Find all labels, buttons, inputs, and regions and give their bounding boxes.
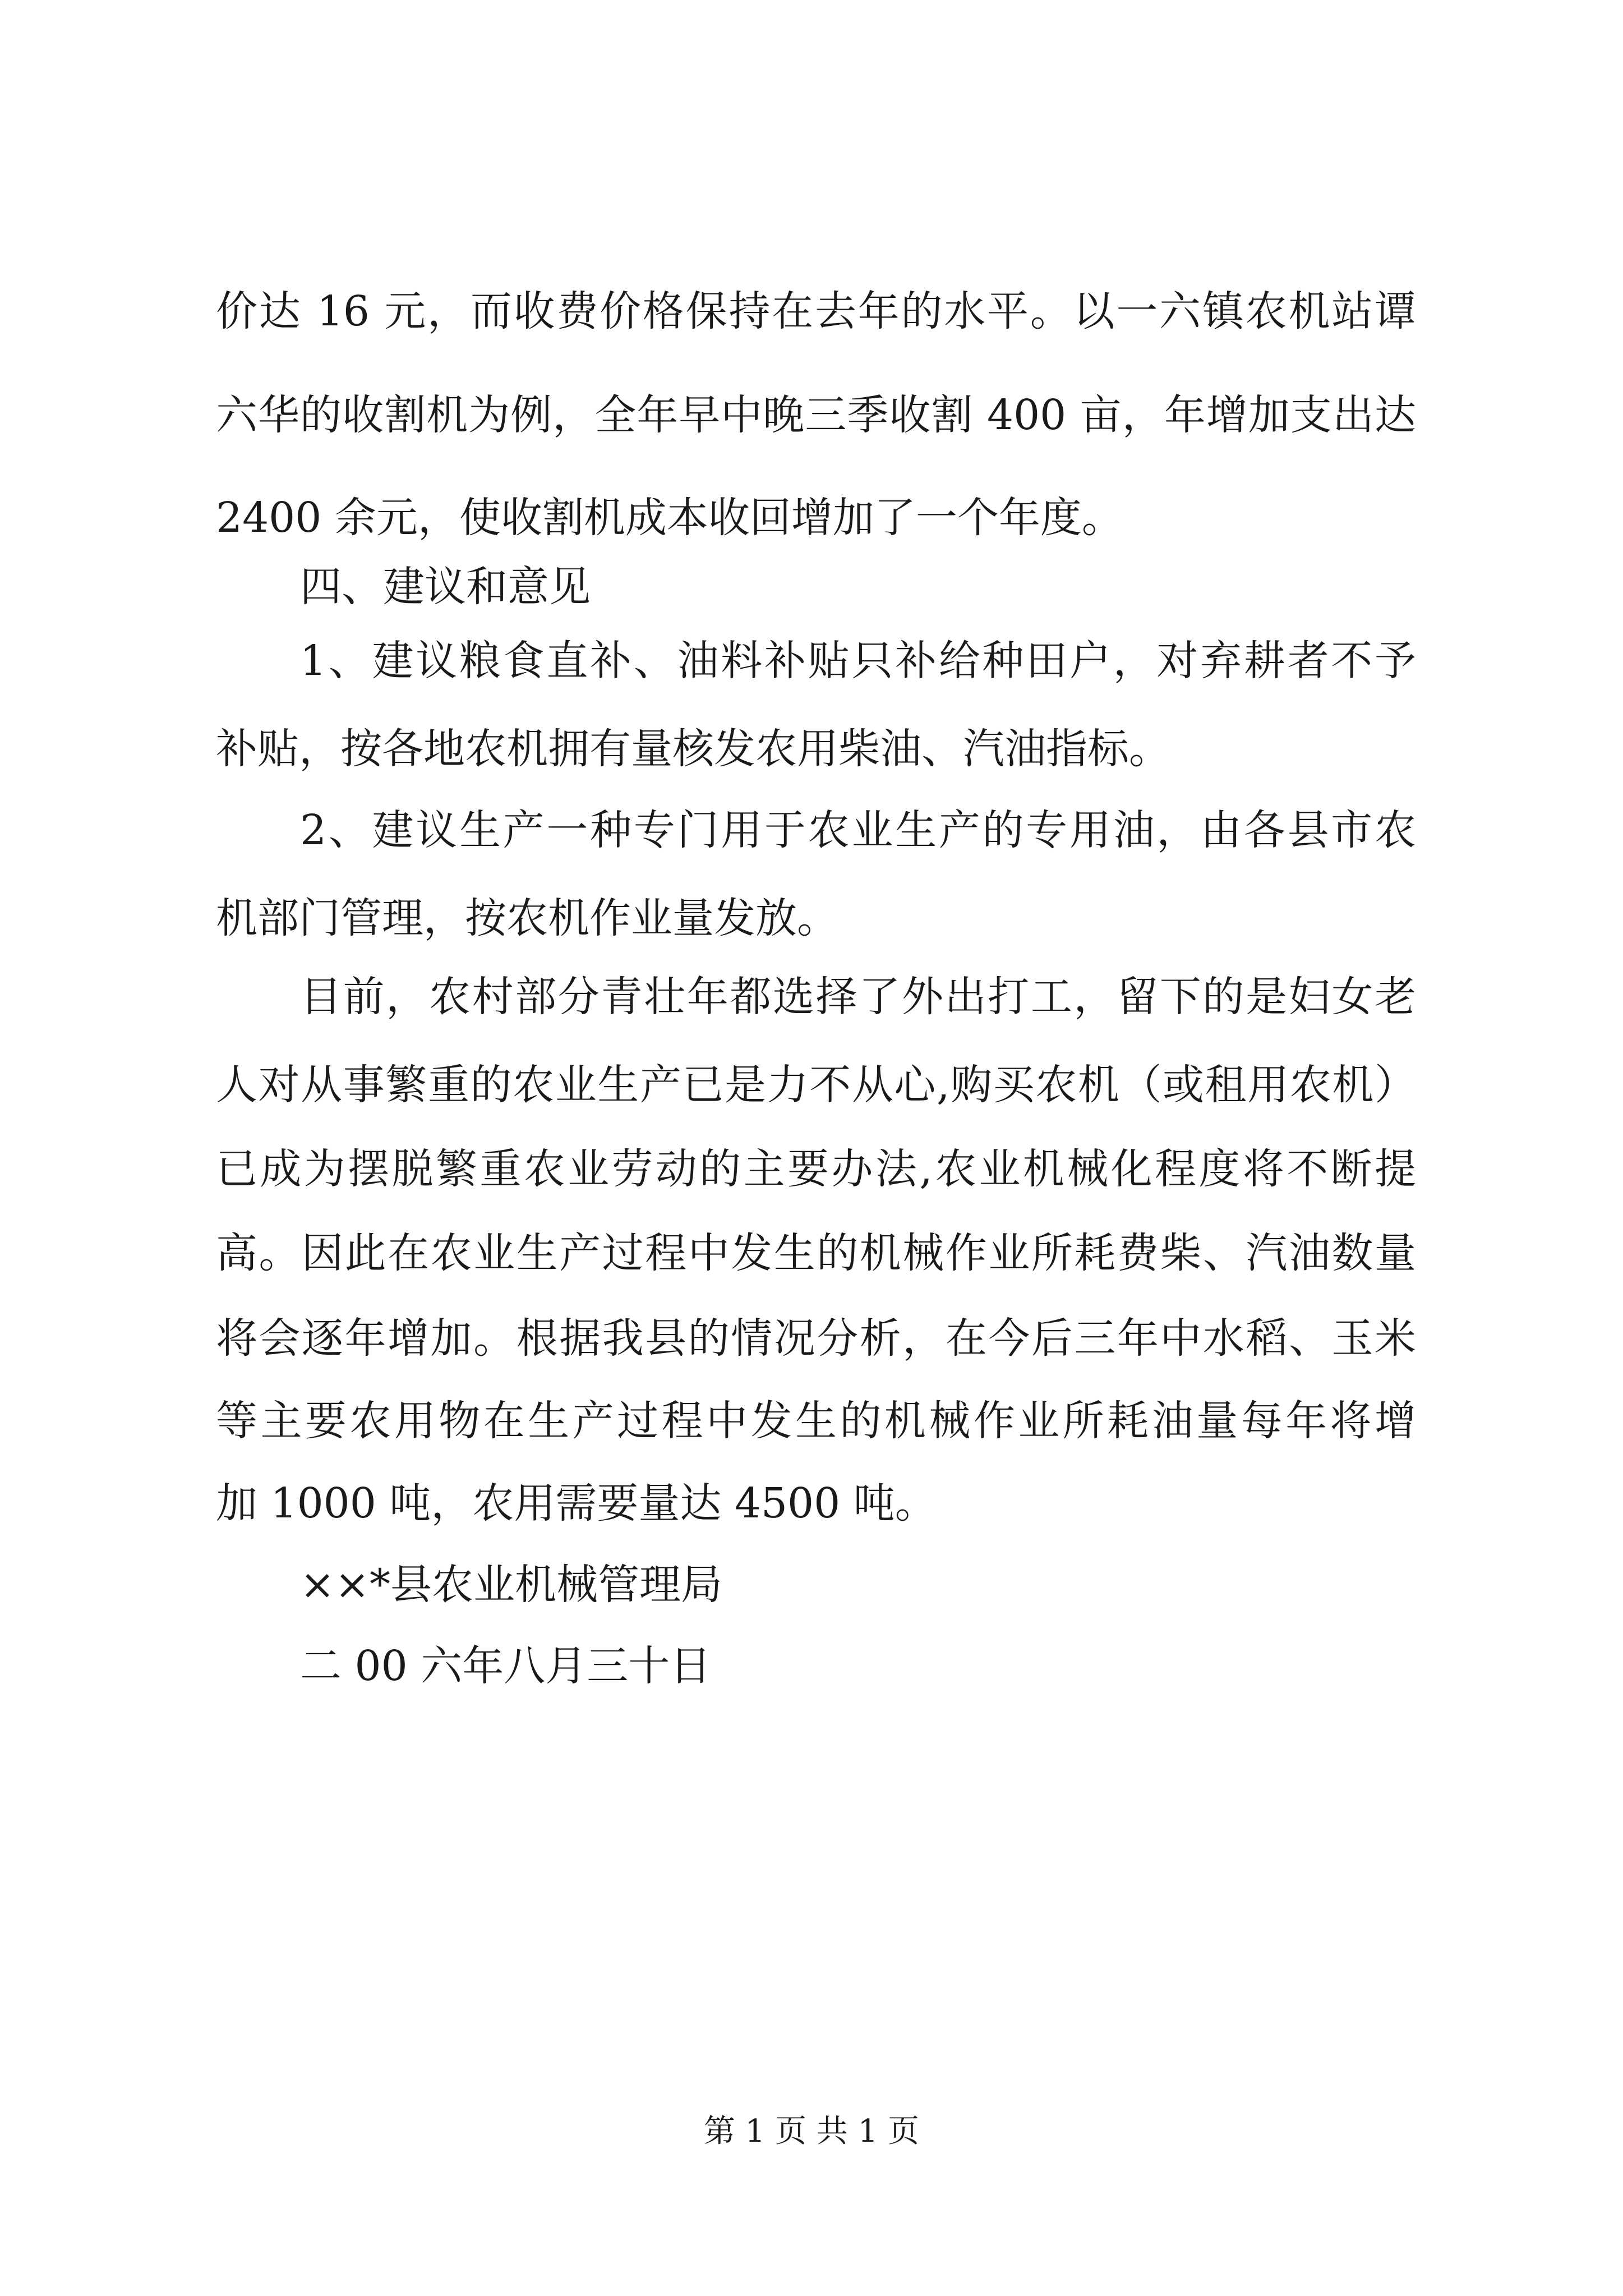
body-line-9: 目前，农村部分青壮年都选择了外出打工，留下的是妇女老 (300, 973, 1416, 1021)
body-line-5: 1、建议粮食直补、油料补贴只补给种田户，对弃耕者不予 (300, 637, 1416, 685)
body-line-14: 等主要农用物在生产过程中发生的机械作业所耗油量每年将增 (216, 1397, 1416, 1445)
body-line-13: 将会逐年增加。根据我县的情况分析，在今后三年中水稻、玉米 (216, 1314, 1416, 1363)
body-line-3: 2400 余元，使收割机成本收回增加了一个年度。 (216, 494, 1123, 542)
body-line-11: 已成为摆脱繁重农业劳动的主要办法,农业机械化程度将不断提 (216, 1145, 1416, 1193)
body-line-12: 高。因此在农业生产过程中发生的机械作业所耗费柴、汽油数量 (216, 1229, 1416, 1277)
signature-organization: ××*县农业机械管理局 (300, 1561, 723, 1609)
body-line-7: 2、建议生产一种专门用于农业生产的专用油，由各县市农 (300, 806, 1416, 854)
body-line-8: 机部门管理，按农机作业量发放。 (216, 894, 838, 942)
body-line-2: 六华的收割机为例，全年早中晚三季收割 400 亩，年增加支出达 (216, 391, 1416, 439)
page-number-footer: 第 1 页 共 1 页 (703, 2113, 920, 2150)
signature-date: 二 00 六年八月三十日 (300, 1642, 712, 1690)
body-line-1: 价达 16 元，而收费价格保持在去年的水平。以一六镇农机站谭 (216, 287, 1416, 335)
body-line-15: 加 1000 吨，农用需要量达 4500 吨。 (216, 1479, 937, 1527)
section-heading: 四、建议和意见 (300, 563, 591, 611)
body-line-6: 补贴，按各地农机拥有量核发农用柴油、汽油指标。 (216, 725, 1170, 773)
body-line-10: 人对从事繁重的农业生产已是力不从心,购买农机（或租用农机） (216, 1061, 1416, 1109)
